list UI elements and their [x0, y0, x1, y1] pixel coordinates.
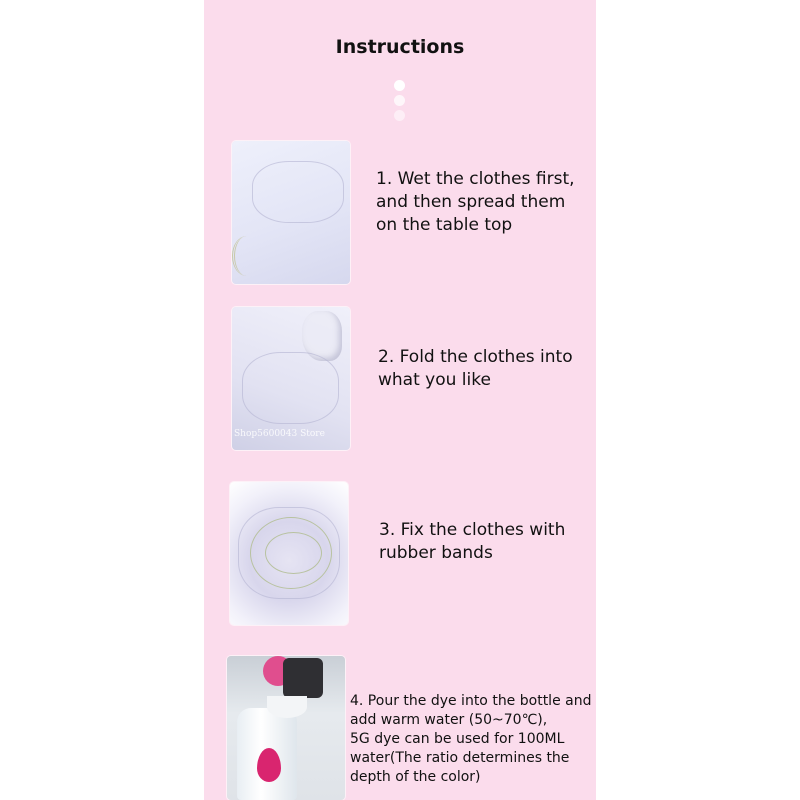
dye-packet	[283, 658, 323, 698]
shirt-fold	[242, 352, 339, 424]
dye-drop-icon	[257, 748, 281, 782]
progress-dot	[394, 110, 405, 121]
step-line: 2. Fold the clothes into	[378, 347, 573, 367]
store-watermark: Shop5600043 Store	[234, 429, 325, 439]
page-title: Instructions	[335, 36, 465, 58]
progress-dot	[394, 80, 405, 91]
step-line: 5G dye can be used for 100ML	[350, 731, 565, 747]
step-line: 3. Fix the clothes with	[379, 520, 566, 540]
instructions-panel	[204, 0, 596, 800]
step-line: depth of the color)	[350, 769, 481, 785]
folding-shirt-photo	[232, 307, 350, 450]
step-line: water(The ratio determines the	[350, 750, 570, 766]
step-1-text	[376, 168, 575, 237]
step-3-text	[379, 519, 565, 565]
coil-decoration	[232, 236, 261, 276]
step-4-text	[350, 692, 591, 787]
wet-shirt-photo	[232, 141, 350, 284]
step-line: 4. Pour the dye into the bottle and	[350, 693, 592, 709]
funnel	[267, 696, 307, 718]
dye-bottle-photo	[227, 656, 345, 800]
step-line: on the table top	[376, 215, 513, 235]
step-line: and then spread them	[376, 192, 566, 212]
shirt-fold	[238, 507, 340, 599]
step-line: rubber bands	[379, 543, 493, 563]
step-line: what you like	[378, 370, 491, 390]
progress-dot	[394, 95, 405, 106]
shirt-fold	[252, 161, 344, 223]
banded-shirt-photo	[230, 482, 348, 625]
step-line: add warm water (50~70℃),	[350, 712, 548, 728]
step-line: 1. Wet the clothes first,	[376, 169, 575, 189]
step-2-text	[378, 346, 573, 392]
